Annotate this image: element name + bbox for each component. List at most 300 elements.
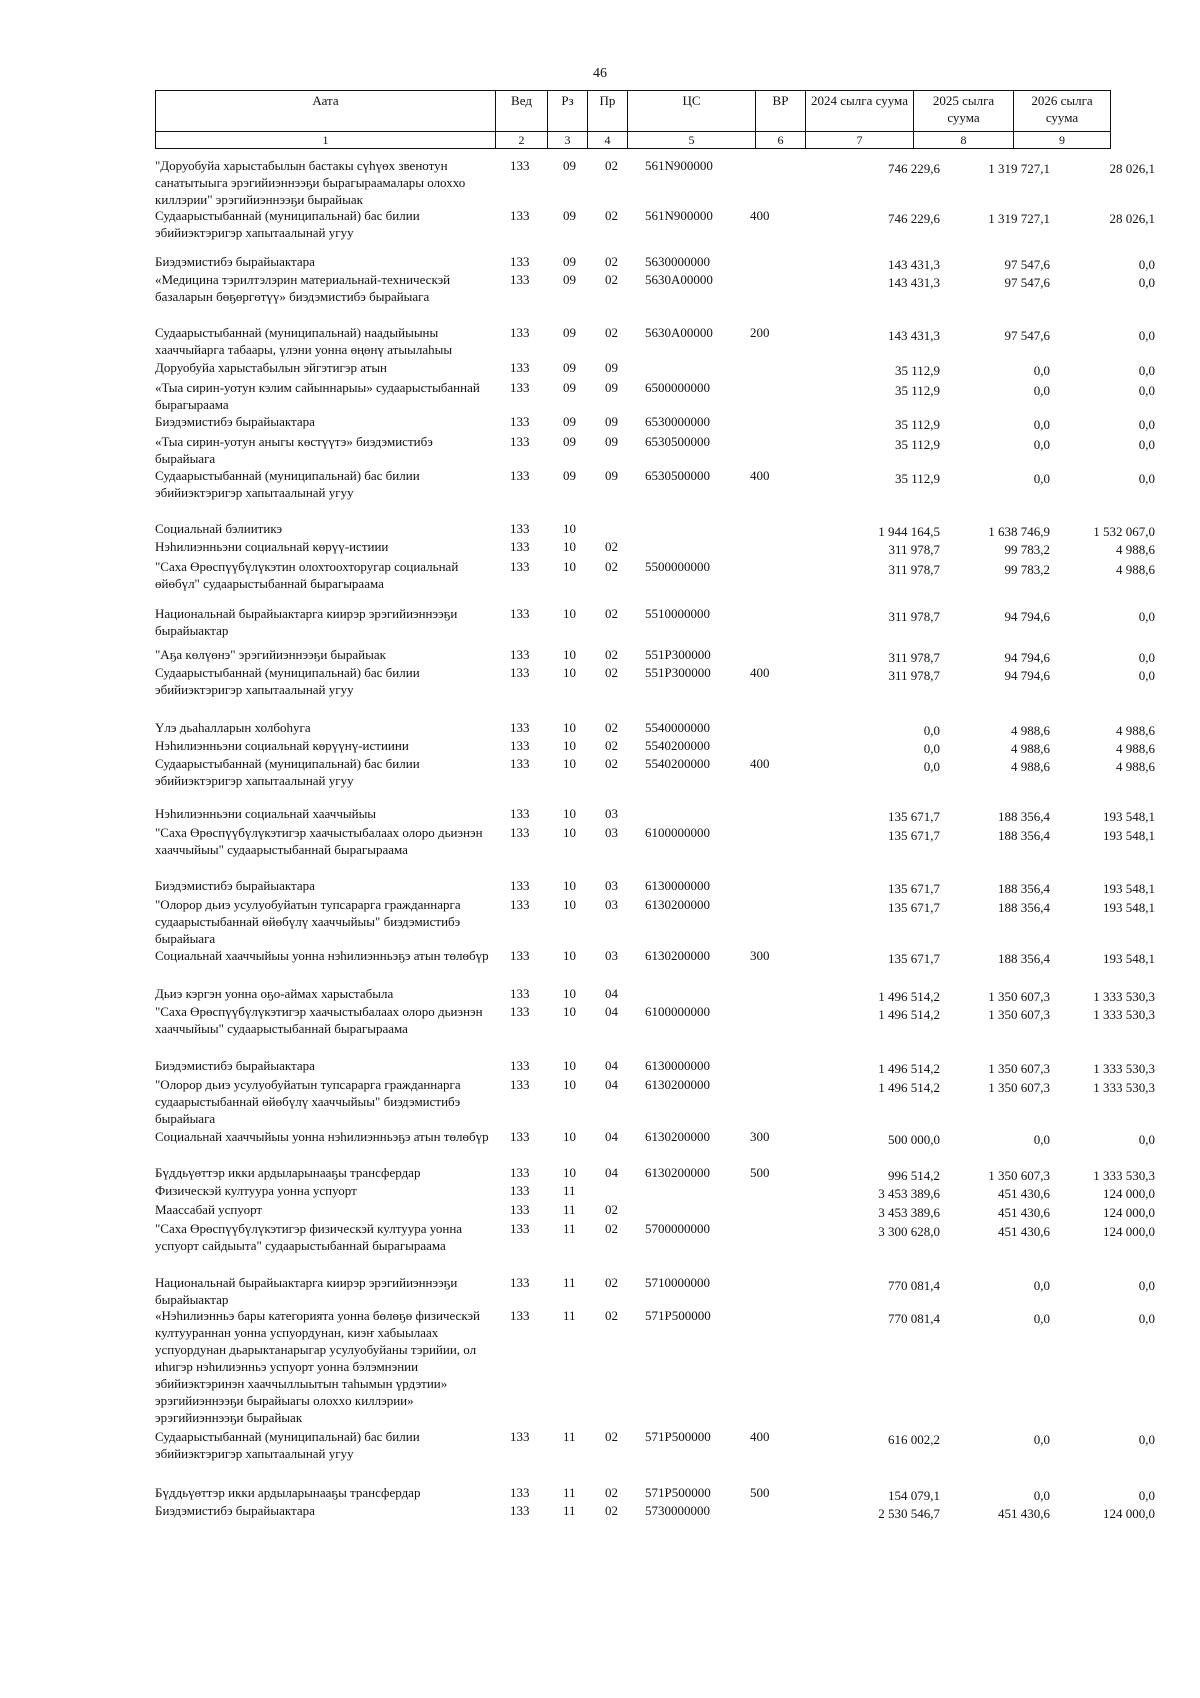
cell-y2024: 143 431,3 [888,328,940,343]
cell-name: Нэһилиэнньэни социальнай көрүү-истиии [155,539,389,554]
cell-pr: 02 [605,756,618,771]
cell-cs: 5540200000 [645,756,710,771]
cell-vr: 300 [750,948,770,963]
cell-y2024: 35 112,9 [894,417,940,432]
cell-rz: 10 [563,986,576,1001]
cell-pr: 04 [605,1077,618,1092]
cell-pr: 02 [605,272,618,287]
cell-y2024: 135 671,7 [888,881,940,896]
cell-cs: 5630А00000 [645,325,713,340]
cell-y2025: 99 783,2 [1004,542,1050,557]
cell-y2025: 0,0 [1033,1311,1050,1326]
header-name: Аата [156,91,496,132]
cell-pr: 04 [605,1129,618,1144]
cell-y2024: 1 496 514,2 [878,989,940,1004]
cell-y2025: 97 547,6 [1004,275,1050,290]
cell-rz: 10 [563,539,576,554]
cell-y2024: 770 081,4 [888,1278,940,1293]
cell-pr: 04 [605,1004,618,1019]
cell-name: "Олорор дьиэ усулуобуйатын тупсарарга гражданнарга судаарыстыбаннай өйөбүлү хааччыйыы" биэдэмистибэ бырайыага [155,897,461,946]
cell-y2026: 1 333 530,3 [1093,1080,1155,1095]
cell-y2025: 0,0 [1033,417,1050,432]
cell-y2026: 0,0 [1138,609,1155,624]
cell-y2024: 135 671,7 [888,809,940,824]
cell-ved: 133 [510,1183,530,1198]
cell-y2024: 500 000,0 [888,1132,940,1147]
cell-y2026: 0,0 [1138,1432,1155,1447]
cell-y2025: 94 794,6 [1004,650,1050,665]
cell-vr: 200 [750,325,770,340]
cell-y2026: 193 548,1 [1103,900,1155,915]
cell-ved: 133 [510,380,530,395]
cell-rz: 10 [563,1004,576,1019]
cell-y2025: 1 350 607,3 [988,989,1050,1004]
cell-ved: 133 [510,1485,530,1500]
cell-y2026: 124 000,0 [1103,1506,1155,1521]
cell-rz: 10 [563,1077,576,1092]
header-pr: Пр [588,91,628,132]
cell-y2024: 135 671,7 [888,900,940,915]
cell-rz: 09 [563,468,576,483]
cell-rz: 11 [563,1183,576,1198]
cell-name: Нэһилиэнньэни социальнай хааччыйыы [155,806,377,821]
column-number: 1 [156,132,496,149]
cell-y2025: 1 319 727,1 [988,161,1050,176]
cell-name: Физическэй култуура уонна успуорт [155,1183,357,1198]
cell-rz: 09 [563,325,576,340]
cell-ved: 133 [510,1129,530,1144]
cell-name: Судаарыстыбаннай (муниципальнай) бас билии эбийиэктэригэр хапытаалынай угуу [155,208,420,240]
cell-rz: 09 [563,414,576,429]
cell-cs: 6500000000 [645,380,710,395]
cell-y2024: 0,0 [923,759,940,774]
cell-y2024: 154 079,1 [888,1488,940,1503]
cell-y2024: 35 112,9 [894,437,940,452]
cell-pr: 02 [605,254,618,269]
cell-y2025: 0,0 [1033,471,1050,486]
cell-y2024: 3 453 389,6 [878,1205,940,1220]
cell-y2025: 0,0 [1033,383,1050,398]
cell-ved: 133 [510,254,530,269]
cell-y2024: 996 514,2 [888,1168,940,1183]
cell-cs: 6130200000 [645,1129,710,1144]
cell-name: Биэдэмистибэ бырайыактара [155,878,315,893]
cell-pr: 02 [605,665,618,680]
cell-name: "Аҕа көлүөнэ" эрэгийиэннээҕи бырайыак [155,647,386,662]
cell-y2026: 0,0 [1138,328,1155,343]
cell-rz: 10 [563,1165,576,1180]
cell-cs: 6100000000 [645,825,710,840]
cell-y2026: 193 548,1 [1103,809,1155,824]
cell-rz: 11 [563,1202,576,1217]
cell-ved: 133 [510,539,530,554]
cell-y2024: 311 978,7 [888,650,940,665]
column-number: 6 [756,132,806,149]
cell-pr: 02 [605,325,618,340]
cell-y2026: 0,0 [1138,383,1155,398]
cell-ved: 133 [510,521,530,536]
cell-rz: 11 [563,1275,576,1290]
cell-name: "Олорор дьиэ усулуобуйатын тупсарарга гражданнарга судаарыстыбаннай өйөбүлү хааччыйыы" биэдэмистибэ бырайыага [155,1077,461,1126]
cell-y2024: 0,0 [923,741,940,756]
cell-rz: 09 [563,158,576,173]
cell-y2026: 0,0 [1138,437,1155,452]
cell-cs: 6130000000 [645,878,710,893]
cell-ved: 133 [510,986,530,1001]
cell-ved: 133 [510,1202,530,1217]
cell-y2024: 135 671,7 [888,828,940,843]
column-number: 7 [806,132,914,149]
cell-name: Национальнай бырайыактарга киирэр эрэгийиэннээҕи бырайыактар [155,1275,458,1307]
cell-y2026: 1 333 530,3 [1093,1007,1155,1022]
cell-rz: 09 [563,272,576,287]
cell-name: Биэдэмистибэ бырайыактара [155,1503,315,1518]
cell-cs: 571Р500000 [645,1308,711,1323]
cell-pr: 02 [605,738,618,753]
cell-y2026: 124 000,0 [1103,1186,1155,1201]
cell-pr: 02 [605,647,618,662]
cell-rz: 10 [563,897,576,912]
cell-cs: 561N900000 [645,208,713,223]
cell-y2025: 4 988,6 [1011,741,1050,756]
cell-y2026: 0,0 [1138,417,1155,432]
cell-pr: 03 [605,878,618,893]
cell-name: Үлэ дьаһалларын холбоһуга [155,720,311,735]
cell-name: Судаарыстыбаннай (муниципальнай) бас билии эбийиэктэригэр хапытаалынай угуу [155,756,420,788]
cell-ved: 133 [510,414,530,429]
cell-cs: 571Р500000 [645,1429,711,1444]
cell-rz: 10 [563,606,576,621]
header-ved: Вед [496,91,548,132]
cell-y2025: 451 430,6 [998,1205,1050,1220]
cell-pr: 02 [605,720,618,735]
cell-ved: 133 [510,158,530,173]
cell-rz: 11 [563,1221,576,1236]
cell-rz: 10 [563,647,576,662]
cell-y2024: 1 496 514,2 [878,1007,940,1022]
cell-name: Нэһилиэнньэни социальнай көрүүнү-истиини [155,738,409,753]
cell-y2025: 4 988,6 [1011,759,1050,774]
cell-name: «Тыа сирин-уотун аныгы көстүүтэ» биэдэмистибэ бырайыага [155,434,433,466]
cell-y2025: 0,0 [1033,1278,1050,1293]
cell-y2025: 94 794,6 [1004,668,1050,683]
cell-ved: 133 [510,360,530,375]
cell-y2024: 311 978,7 [888,609,940,624]
cell-name: Социальнай хааччыйыы уонна нэһилиэнньэҕэ атын төлөбүр [155,948,489,963]
cell-name: «Нэһилиэнньэ бары категорията уонна бөлөҕө физическэй култуураннан уонна успуордунан, киэҥ хабыылаах успуордунан дьарыктанарыгар усулуобуйаны тэрийии, ол иһигэр нэһилиэнньэ успуорт уонна бэлэмнэнии эбийиэктэринэн хааччыллыытын таһымын үрдэтии» эрэгийиэннээҕи бырайыагы олохxо киллэрии» эрэгийиэннээҕи бырайыак [155,1308,481,1425]
cell-y2025: 0,0 [1033,363,1050,378]
cell-name: Дьиэ кэргэн уонна оҕо-аймах харыстабыла [155,986,394,1001]
cell-y2026: 193 548,1 [1103,951,1155,966]
cell-ved: 133 [510,1004,530,1019]
cell-y2025: 0,0 [1033,1488,1050,1503]
cell-y2024: 311 978,7 [888,542,940,557]
cell-vr: 400 [750,756,770,771]
cell-y2024: 1 496 514,2 [878,1061,940,1076]
cell-pr: 04 [605,986,618,1001]
cell-vr: 300 [750,1129,770,1144]
cell-cs: 6130000000 [645,1058,710,1073]
cell-name: «Тыа сирин-уотун кэлим сайыннарыы» судаарыстыбаннай бырагыраама [155,380,480,412]
cell-y2024: 746 229,6 [888,161,940,176]
cell-ved: 133 [510,897,530,912]
cell-rz: 10 [563,738,576,753]
cell-rz: 11 [563,1485,576,1500]
cell-rz: 09 [563,208,576,223]
cell-pr: 02 [605,559,618,574]
cell-y2026: 1 333 530,3 [1093,1061,1155,1076]
cell-ved: 133 [510,948,530,963]
cell-y2026: 1 333 530,3 [1093,1168,1155,1183]
cell-cs: 5540000000 [645,720,710,735]
cell-rz: 10 [563,825,576,840]
cell-ved: 133 [510,806,530,821]
cell-y2024: 3 453 389,6 [878,1186,940,1201]
cell-name: Бүддьүөттэр икки ардыларынааҕы трансфердар [155,1485,421,1500]
cell-name: "Саха Өрөспүүбүлүкэтигэр физическэй култуура уонна успуорт сайдыыта" судаарыстыбаннай бырагыраама [155,1221,463,1253]
cell-rz: 10 [563,720,576,735]
cell-y2025: 1 350 607,3 [988,1168,1050,1183]
cell-y2026: 4 988,6 [1116,562,1155,577]
cell-name: Маассабай успуорт [155,1202,263,1217]
cell-name: «Медицина тэрилтэлэрин материальнай-техническэй базаларын бөҕөргөтүү» биэдэмистибэ бырайыага [155,272,451,304]
cell-y2025: 4 988,6 [1011,723,1050,738]
cell-name: Судаарыстыбаннай (муниципальнай) бас билии эбийиэктэригэр хапытаалынай угуу [155,468,420,500]
cell-y2025: 188 356,4 [998,881,1050,896]
cell-y2025: 97 547,6 [1004,257,1050,272]
cell-pr: 02 [605,1429,618,1444]
cell-y2026: 0,0 [1138,650,1155,665]
cell-cs: 6530500000 [645,468,710,483]
cell-pr: 09 [605,434,618,449]
cell-ved: 133 [510,1429,530,1444]
cell-y2025: 1 350 607,3 [988,1061,1050,1076]
cell-rz: 10 [563,756,576,771]
cell-y2026: 193 548,1 [1103,828,1155,843]
cell-ved: 133 [510,559,530,574]
cell-y2025: 0,0 [1033,1432,1050,1447]
cell-pr: 02 [605,208,618,223]
cell-name: "Саха Өрөспүүбүлүкэтигэр хаачыстыбалаах олоро дьиэнэн хааччыйыы" судаарыстыбаннай бырагыраама [155,825,483,857]
cell-ved: 133 [510,1275,530,1290]
cell-cs: 571Р500000 [645,1485,711,1500]
cell-name: Биэдэмистибэ бырайыактара [155,254,315,269]
column-number: 2 [496,132,548,149]
cell-name: Социальнай хааччыйыы уонна нэһилиэнньэҕэ атын төлөбүр [155,1129,489,1144]
cell-pr: 02 [605,158,618,173]
cell-cs: 5730000000 [645,1503,710,1518]
column-number: 4 [588,132,628,149]
cell-pr: 02 [605,1485,618,1500]
cell-pr: 02 [605,1202,618,1217]
cell-rz: 09 [563,254,576,269]
header-rz: Рз [548,91,588,132]
cell-pr: 02 [605,1221,618,1236]
cell-rz: 09 [563,380,576,395]
cell-pr: 02 [605,1503,618,1518]
cell-y2026: 0,0 [1138,1278,1155,1293]
cell-vr: 400 [750,1429,770,1444]
cell-cs: 5710000000 [645,1275,710,1290]
header-2025: 2025 сылга суума [914,91,1014,132]
cell-y2024: 35 112,9 [894,383,940,398]
cell-vr: 400 [750,208,770,223]
cell-y2025: 188 356,4 [998,951,1050,966]
cell-y2025: 99 783,2 [1004,562,1050,577]
cell-pr: 03 [605,825,618,840]
cell-y2026: 4 988,6 [1116,542,1155,557]
cell-ved: 133 [510,738,530,753]
cell-cs: 6100000000 [645,1004,710,1019]
cell-ved: 133 [510,208,530,223]
cell-y2026: 28 026,1 [1109,161,1155,176]
cell-y2025: 451 430,6 [998,1186,1050,1201]
cell-ved: 133 [510,434,530,449]
cell-rz: 11 [563,1429,576,1444]
cell-rz: 10 [563,665,576,680]
cell-y2026: 28 026,1 [1109,211,1155,226]
cell-y2024: 770 081,4 [888,1311,940,1326]
cell-pr: 04 [605,1165,618,1180]
cell-y2026: 0,0 [1138,363,1155,378]
cell-pr: 09 [605,380,618,395]
cell-y2025: 451 430,6 [998,1506,1050,1521]
header-vr: ВР [756,91,806,132]
cell-y2024: 143 431,3 [888,257,940,272]
cell-ved: 133 [510,1503,530,1518]
cell-name: "Саха Өрөспүүбүлүкэтигэр хаачыстыбалаах олоро дьиэнэн хааччыйыы" судаарыстыбаннай бырагыраама [155,1004,483,1036]
cell-y2024: 143 431,3 [888,275,940,290]
cell-name: "Саха Өрөспүүбүлүкэтин олохтоохторугар социальнай өйөбүл" судаарыстыбаннай бырагыраама [155,559,459,591]
cell-y2026: 0,0 [1138,1132,1155,1147]
cell-rz: 11 [563,1503,576,1518]
cell-pr: 09 [605,414,618,429]
cell-y2026: 1 532 067,0 [1093,524,1155,539]
cell-y2025: 0,0 [1033,437,1050,452]
cell-y2026: 4 988,6 [1116,759,1155,774]
cell-y2026: 124 000,0 [1103,1205,1155,1220]
cell-y2025: 188 356,4 [998,809,1050,824]
cell-name: "Доруобуйа харыстабылын бастакы сүһүөх звенотун санатытыыга эрэгийиэннээҕи бырагыраамалары олоххо киллэрии" эрэгийиэннээҕи бырайыак [155,158,466,207]
cell-name: Судаарыстыбаннай (муниципальнай) наадыйыыны хааччыйарга табаары, үлэни уонна өңөнү атыылаһыы [155,325,453,357]
cell-rz: 10 [563,878,576,893]
column-number: 9 [1014,132,1111,149]
cell-vr: 400 [750,665,770,680]
cell-y2025: 1 350 607,3 [988,1007,1050,1022]
cell-ved: 133 [510,325,530,340]
cell-cs: 6530500000 [645,434,710,449]
cell-y2025: 1 350 607,3 [988,1080,1050,1095]
cell-rz: 10 [563,948,576,963]
cell-pr: 02 [605,1308,618,1323]
cell-pr: 03 [605,806,618,821]
cell-y2026: 0,0 [1138,275,1155,290]
cell-cs: 5510000000 [645,606,710,621]
cell-vr: 500 [750,1165,770,1180]
cell-rz: 09 [563,434,576,449]
cell-y2024: 1 496 514,2 [878,1080,940,1095]
column-number: 8 [914,132,1014,149]
cell-cs: 5630000000 [645,254,710,269]
page-number: 46 [593,66,607,81]
cell-rz: 10 [563,1058,576,1073]
cell-y2024: 1 944 164,5 [878,524,940,539]
cell-cs: 6530000000 [645,414,710,429]
cell-name: Судаарыстыбаннай (муниципальнай) бас билии эбийиэктэригэр хапытаалынай угуу [155,665,420,697]
cell-name: Доруобуйа харыстабылын эйгэтигэр атын [155,360,388,375]
cell-ved: 133 [510,720,530,735]
cell-cs: 6130200000 [645,1077,710,1092]
cell-rz: 10 [563,521,576,536]
cell-name: Биэдэмистибэ бырайыактара [155,1058,315,1073]
cell-cs: 6130200000 [645,897,710,912]
cell-pr: 09 [605,360,618,375]
cell-y2025: 188 356,4 [998,900,1050,915]
cell-cs: 5630А00000 [645,272,713,287]
header-cs: ЦС [628,91,756,132]
cell-name: Социальнай бэлиитикэ [155,521,283,536]
cell-name: Национальнай бырайыактарга киирэр эрэгийиэннээҕи бырайыактар [155,606,458,638]
cell-cs: 5500000000 [645,559,710,574]
cell-ved: 133 [510,1308,530,1323]
cell-y2025: 1 638 746,9 [988,524,1050,539]
cell-ved: 133 [510,1165,530,1180]
cell-y2024: 2 530 546,7 [878,1506,940,1521]
cell-pr: 02 [605,606,618,621]
cell-cs: 561N900000 [645,158,713,173]
cell-pr: 03 [605,897,618,912]
cell-y2024: 35 112,9 [894,471,940,486]
cell-y2024: 0,0 [923,723,940,738]
table-header [155,90,1111,149]
cell-ved: 133 [510,468,530,483]
cell-y2026: 0,0 [1138,257,1155,272]
cell-y2024: 616 002,2 [888,1432,940,1447]
cell-rz: 10 [563,806,576,821]
cell-y2024: 311 978,7 [888,562,940,577]
cell-ved: 133 [510,878,530,893]
cell-y2025: 1 319 727,1 [988,211,1050,226]
cell-y2026: 0,0 [1138,1311,1155,1326]
cell-y2025: 188 356,4 [998,828,1050,843]
column-number: 5 [628,132,756,149]
cell-y2024: 311 978,7 [888,668,940,683]
cell-rz: 09 [563,360,576,375]
cell-pr: 09 [605,468,618,483]
cell-cs: 6130200000 [645,948,710,963]
cell-ved: 133 [510,272,530,287]
cell-cs: 5540200000 [645,738,710,753]
cell-rz: 10 [563,1129,576,1144]
cell-name: Биэдэмистибэ бырайыактара [155,414,315,429]
cell-y2026: 4 988,6 [1116,741,1155,756]
header-2024: 2024 сылга суума [806,91,914,132]
cell-vr: 400 [750,468,770,483]
cell-ved: 133 [510,756,530,771]
cell-ved: 133 [510,1077,530,1092]
cell-pr: 02 [605,1275,618,1290]
cell-y2026: 124 000,0 [1103,1224,1155,1239]
cell-y2026: 0,0 [1138,1488,1155,1503]
cell-y2025: 97 547,6 [1004,328,1050,343]
cell-y2026: 4 988,6 [1116,723,1155,738]
cell-ved: 133 [510,647,530,662]
cell-pr: 02 [605,539,618,554]
cell-ved: 133 [510,1058,530,1073]
cell-y2024: 3 300 628,0 [878,1224,940,1239]
cell-cs: 5700000000 [645,1221,710,1236]
cell-y2026: 193 548,1 [1103,881,1155,896]
